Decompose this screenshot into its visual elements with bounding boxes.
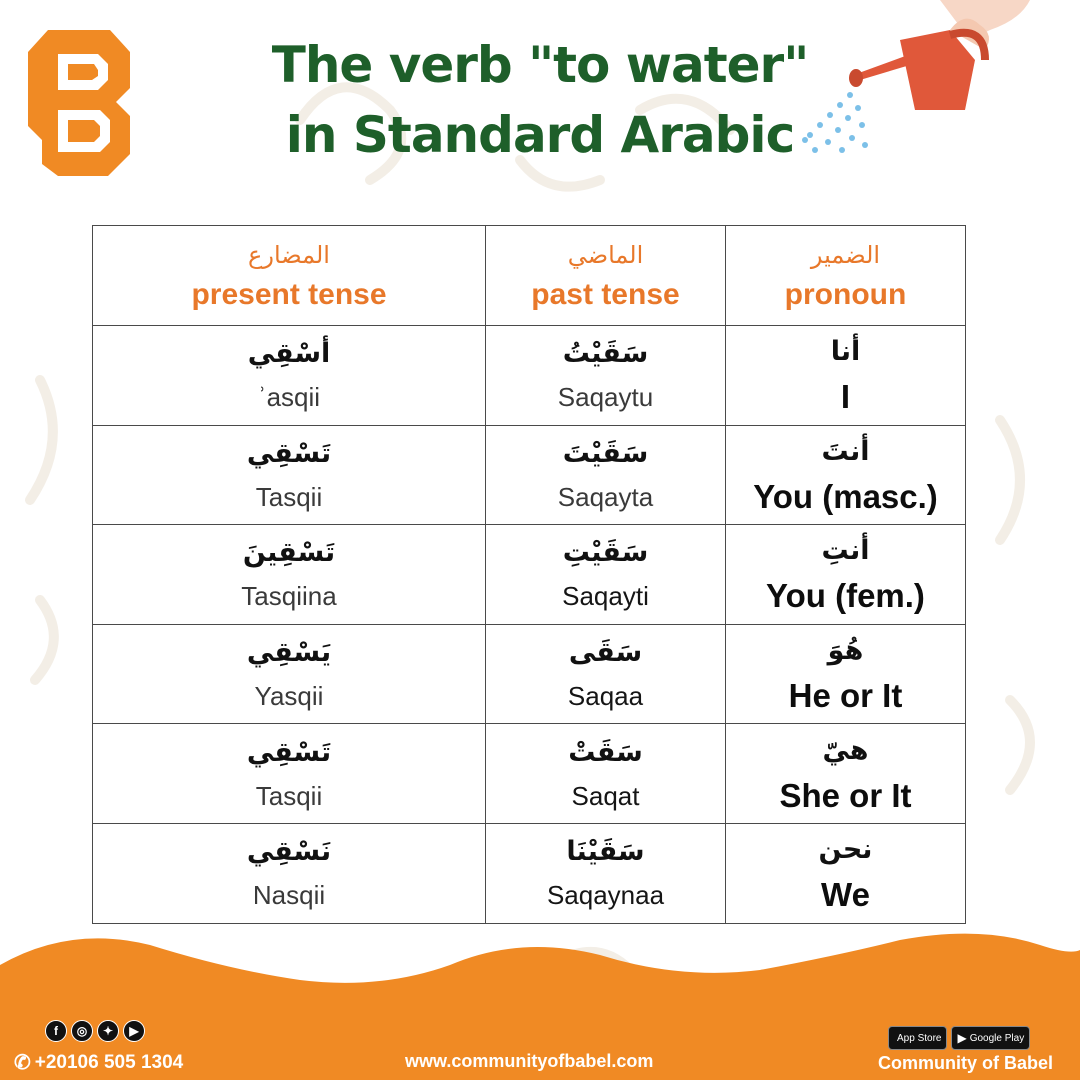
present-arabic: تَسْقِينَ xyxy=(242,537,336,569)
phone-icon: ✆ xyxy=(14,1052,31,1074)
phone-contact xyxy=(14,1050,183,1075)
pronoun-english: She or It xyxy=(779,776,912,814)
table-row xyxy=(93,624,966,724)
present-cell xyxy=(93,326,486,426)
brand-name: Community of Babel xyxy=(878,1053,1054,1073)
header-english: pronoun xyxy=(784,277,907,311)
past-transliteration: Saqaynaa xyxy=(546,880,665,911)
present-arabic: أسْقِي xyxy=(247,338,331,370)
pronoun-arabic: أنتَ xyxy=(821,435,870,467)
pronoun-cell xyxy=(726,724,966,824)
page-title xyxy=(250,30,830,170)
header-arabic: الضمير xyxy=(810,240,881,269)
past-cell xyxy=(486,326,726,426)
past-arabic: سَقَيْتِ xyxy=(562,537,649,569)
pronoun-cell xyxy=(726,326,966,426)
past-cell xyxy=(486,823,726,923)
play-icon: ▶ xyxy=(957,1031,967,1045)
pronoun-cell xyxy=(726,624,966,724)
past-arabic: سَقَيْتُ xyxy=(562,338,649,370)
table-row xyxy=(93,525,966,625)
header-arabic: المضارع xyxy=(248,240,330,269)
present-cell xyxy=(93,823,486,923)
app-store-badges xyxy=(888,1026,1030,1050)
present-transliteration: Tasqii xyxy=(255,481,323,512)
header-arabic: الماضي xyxy=(567,240,644,269)
past-arabic: سَقَيْنَا xyxy=(566,836,645,868)
header-english: past tense xyxy=(531,277,680,311)
header-english: present tense xyxy=(191,277,387,311)
conjugation-table xyxy=(92,225,966,924)
present-arabic: تَسْقِي xyxy=(246,437,332,469)
phone-number[interactable]: +20106 505 1304 xyxy=(34,1051,184,1073)
pronoun-english: He or It xyxy=(788,677,903,715)
present-arabic: نَسْقِي xyxy=(246,836,332,868)
past-cell xyxy=(486,624,726,724)
past-cell xyxy=(486,525,726,625)
google-play-label: Google Play xyxy=(969,1032,1025,1044)
table-row xyxy=(93,823,966,923)
title-line-1: The verb "to water" xyxy=(271,36,809,94)
pronoun-arabic: هيّ xyxy=(822,734,869,766)
pronoun-arabic: أنا xyxy=(830,336,861,368)
header-past-tense xyxy=(486,226,726,326)
past-transliteration: Saqayta xyxy=(557,481,654,512)
present-cell xyxy=(93,425,486,525)
present-transliteration: ʾasqii xyxy=(257,382,321,413)
pronoun-arabic: هُوَ xyxy=(827,635,864,667)
title-line-2: in Standard Arabic xyxy=(285,106,795,164)
pronoun-arabic: نحن xyxy=(818,834,873,866)
app-store-badge[interactable] xyxy=(888,1026,947,1050)
present-arabic: يَسْقِي xyxy=(246,637,332,669)
table-row xyxy=(93,425,966,525)
present-cell xyxy=(93,624,486,724)
table-row xyxy=(93,326,966,426)
twitter-icon[interactable]: ✦ xyxy=(97,1020,119,1042)
past-arabic: سَقَيْتَ xyxy=(562,437,649,469)
google-play-badge[interactable] xyxy=(951,1026,1030,1050)
pronoun-english: You (fem.) xyxy=(766,577,925,615)
past-cell xyxy=(486,724,726,824)
present-transliteration: Nasqii xyxy=(252,880,326,911)
present-cell xyxy=(93,525,486,625)
pronoun-cell xyxy=(726,823,966,923)
table-row xyxy=(93,724,966,824)
present-transliteration: Tasqiina xyxy=(241,581,337,612)
past-cell xyxy=(486,425,726,525)
pronoun-english: I xyxy=(840,378,851,416)
pronoun-cell xyxy=(726,525,966,625)
facebook-icon[interactable]: f xyxy=(45,1020,67,1042)
pronoun-cell xyxy=(726,425,966,525)
community-of-babel-logo xyxy=(28,30,130,176)
past-arabic: سَقَى xyxy=(568,637,643,669)
header-present-tense xyxy=(93,226,486,326)
past-arabic: سَقَتْ xyxy=(568,736,643,768)
header-pronoun xyxy=(726,226,966,326)
past-transliteration: Saqat xyxy=(571,780,640,811)
pronoun-arabic: أنتِ xyxy=(821,535,870,567)
table-header-row xyxy=(93,226,966,326)
past-transliteration: Saqaytu xyxy=(557,382,654,413)
instagram-icon[interactable]: ◎ xyxy=(71,1020,93,1042)
present-cell xyxy=(93,724,486,824)
watering-can-illustration xyxy=(790,0,1050,170)
past-transliteration: Saqayti xyxy=(562,581,649,612)
social-icons xyxy=(45,1020,145,1042)
present-transliteration: Yasqii xyxy=(254,681,324,712)
pronoun-english: We xyxy=(821,876,870,914)
present-arabic: تَسْقِي xyxy=(246,736,332,768)
pronoun-english: You (masc.) xyxy=(753,477,938,515)
app-store-label: App Store xyxy=(897,1032,942,1044)
present-transliteration: Tasqii xyxy=(255,780,323,811)
youtube-icon[interactable]: ▶ xyxy=(123,1020,145,1042)
website-link[interactable]: www.communityofbabel.com xyxy=(405,1051,654,1071)
past-transliteration: Saqaa xyxy=(567,681,644,712)
